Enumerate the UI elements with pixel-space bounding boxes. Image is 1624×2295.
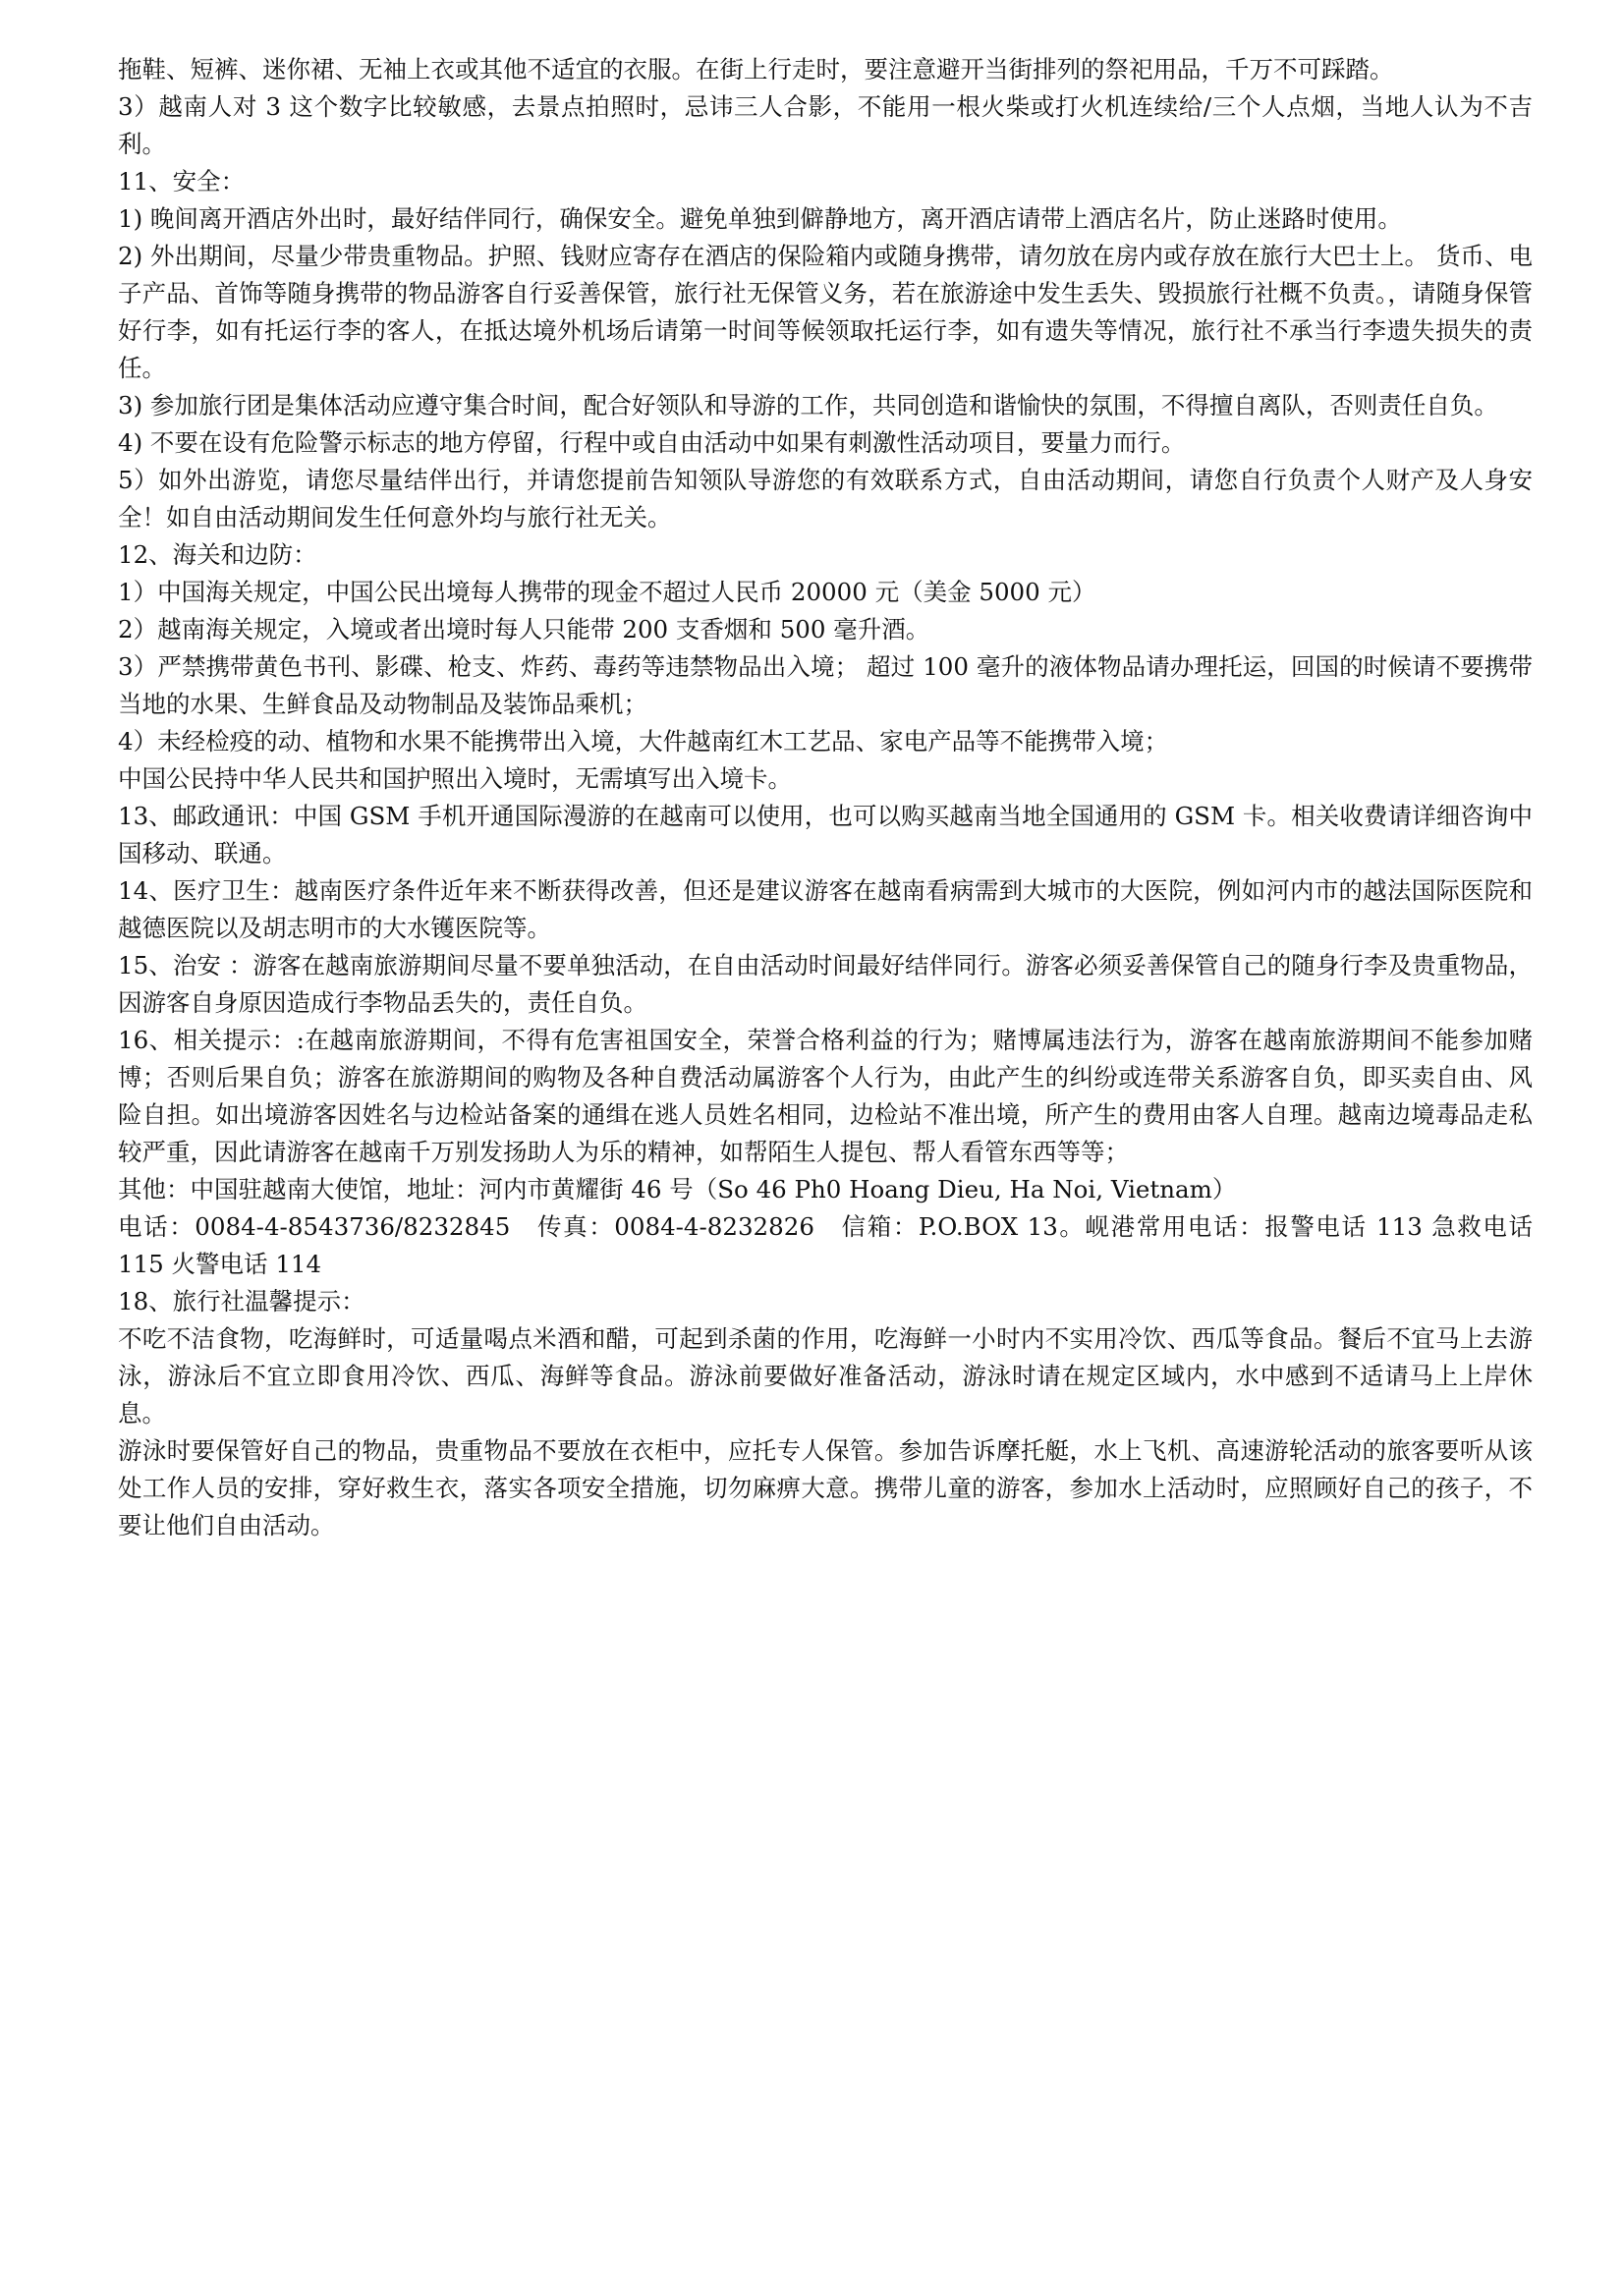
paragraph-customs-note: 中国公民持中华人民共和国护照出入境时，无需填写出入境卡。	[118, 764, 792, 793]
paragraph-number-three-taboo: 3）越南人对 3 这个数字比较敏感，去景点拍照时，忌讳三人合影，不能用一根火柴或打火机连续给/三个人点烟，当地人认为不吉利。	[118, 92, 1533, 158]
paragraph-phone-numbers: 电话：0084-4-8543736/8232845 传真：0084-4-8232826 信箱：P.O.BOX 13。岘港常用电话：报警电话 113 急救电话 115 火警电话 114	[118, 1212, 1533, 1278]
paragraph-safety-3: 3) 参加旅行团是集体活动应遵守集合时间，配合好领队和导游的工作，共同创造和谐愉快的氛围，不得擅自离队，否则责任自负。	[118, 391, 1498, 420]
paragraph-clothing-rule: 拖鞋、短裤、迷你裙、无袖上衣或其他不适宜的衣服。在街上行走时，要注意避开当街排列的祭祀用品，千万不可踩踏。	[118, 55, 1394, 84]
paragraph-water-activities: 游泳时要保管好自己的物品，贵重物品不要放在衣柜中，应托专人保管。参加告诉摩托艇，水上飞机、高速游轮活动的旅客要听从该处工作人员的安排，穿好救生衣，落实各项安全措施，切勿麻痹大意。携带儿童的游客，参加水上活动时，应照顾好自己的孩子，不要让他们自由活动。	[118, 1436, 1533, 1539]
paragraph-food-swimming: 不吃不洁食物，吃海鲜时，可适量喝点米酒和醋，可起到杀菌的作用，吃海鲜一小时内不实用冷饮、西瓜等食品。餐后不宜马上去游泳，游泳后不宜立即食用冷饮、西瓜、海鲜等食品。游泳前要做好准备活动，游泳时请在规定区域内，水中感到不适请马上上岸休息。	[118, 1324, 1533, 1427]
paragraph-medical: 14、医疗卫生：越南医疗条件近年来不断获得改善，但还是建议游客在越南看病需到大城市的大医院，例如河内市的越法国际医院和越德医院以及胡志明市的大水镬医院等。	[118, 876, 1533, 942]
paragraph-public-security: 15、治安 ：游客在越南旅游期间尽量不要单独活动，在自由活动时间最好结伴同行。游客必须妥善保管自己的随身行李及贵重物品，因游客自身原因造成行李物品丢失的，责任自负。	[118, 951, 1533, 1017]
paragraph-customs-2: 2）越南海关规定，入境或者出境时每人只能带 200 支香烟和 500 毫升酒。	[118, 615, 930, 644]
paragraph-safety-5: 5）如外出游览，请您尽量结伴出行，并请您提前告知领队导游您的有效联系方式，自由活动期间，请您自行负责个人财产及人身安全！如自由活动期间发生任何意外均与旅行社无关。	[118, 466, 1533, 532]
paragraph-customs-3: 3）严禁携带黄色书刊、影碟、枪支、炸药、毒药等违禁物品出入境； 超过 100 毫升的液体物品请办理托运，回国的时候请不要携带当地的水果、生鲜食品及动物制品及装饰品乘机；	[118, 652, 1533, 718]
section-heading-agency-tips: 18、旅行社温馨提示：	[118, 1287, 365, 1315]
section-heading-customs: 12、海关和边防：	[118, 540, 317, 569]
paragraph-embassy-address: 其他：中国驻越南大使馆，地址：河内市黄耀街 46 号（So 46 Ph0 Hoang Dieu, Ha Noi, Vietnam）	[118, 1175, 1237, 1203]
paragraph-customs-1: 1）中国海关规定，中国公民出境每人携带的现金不超过人民币 20000 元（美金 5000 元）	[118, 578, 1096, 606]
paragraph-postal-telecom: 13、邮政通讯：中国 GSM 手机开通国际漫游的在越南可以使用，也可以购买越南当地全国通用的 GSM 卡。相关收费请详细咨询中国移动、联通。	[118, 802, 1533, 868]
paragraph-related-tips: 16、相关提示：:在越南旅游期间，不得有危害祖国安全，荣誉合格利益的行为；赌博属违法行为，游客在越南旅游期间不能参加赌博；否则后果自负；游客在旅游期间的购物及各种自费活动属游客个人行为，由此产生的纠纷或连带关系游客自负，即买卖自由、风险自担。如出境游客因姓名与边检站备案的通缉在逃人员姓名相同，边检站不准出境，所产生的费用由客人自理。越南边境毒品走私较严重，因此请游客在越南千万别发扬助人为乐的精神，如帮陌生人提包、帮人看管东西等等；	[118, 1026, 1533, 1166]
section-heading-safety: 11、安全：	[118, 167, 246, 196]
paragraph-safety-2: 2) 外出期间，尽量少带贵重物品。护照、钱财应寄存在酒店的保险箱内或随身携带，请勿放在房内或存放在旅行大巴士上。 货币、电子产品、首饰等随身携带的物品游客自行妥善保管，旅行社无保管义务，若在旅游途中发生丢失、毁损旅行社概不负责。，请随身保管好行李，如有托运行李的客人，在抵达境外机场后请第一时间等候领取托运行李，如有遗失等情况，旅行社不承当行李遗失损失的责任。	[118, 242, 1533, 382]
paragraph-safety-4: 4) 不要在设有危险警示标志的地方停留，行程中或自由活动中如果有刺激性活动项目，要量力而行。	[118, 428, 1186, 457]
paragraph-safety-1: 1) 晚间离开酒店外出时，最好结伴同行，确保安全。避免单独到僻静地方，离开酒店请带上酒店名片，防止迷路时使用。	[118, 204, 1402, 233]
document-page	[118, 51, 1533, 1544]
paragraph-customs-4: 4）未经检疫的动、植物和水果不能携带出入境，大件越南红木工艺品、家电产品等不能携带入境；	[118, 727, 1169, 756]
